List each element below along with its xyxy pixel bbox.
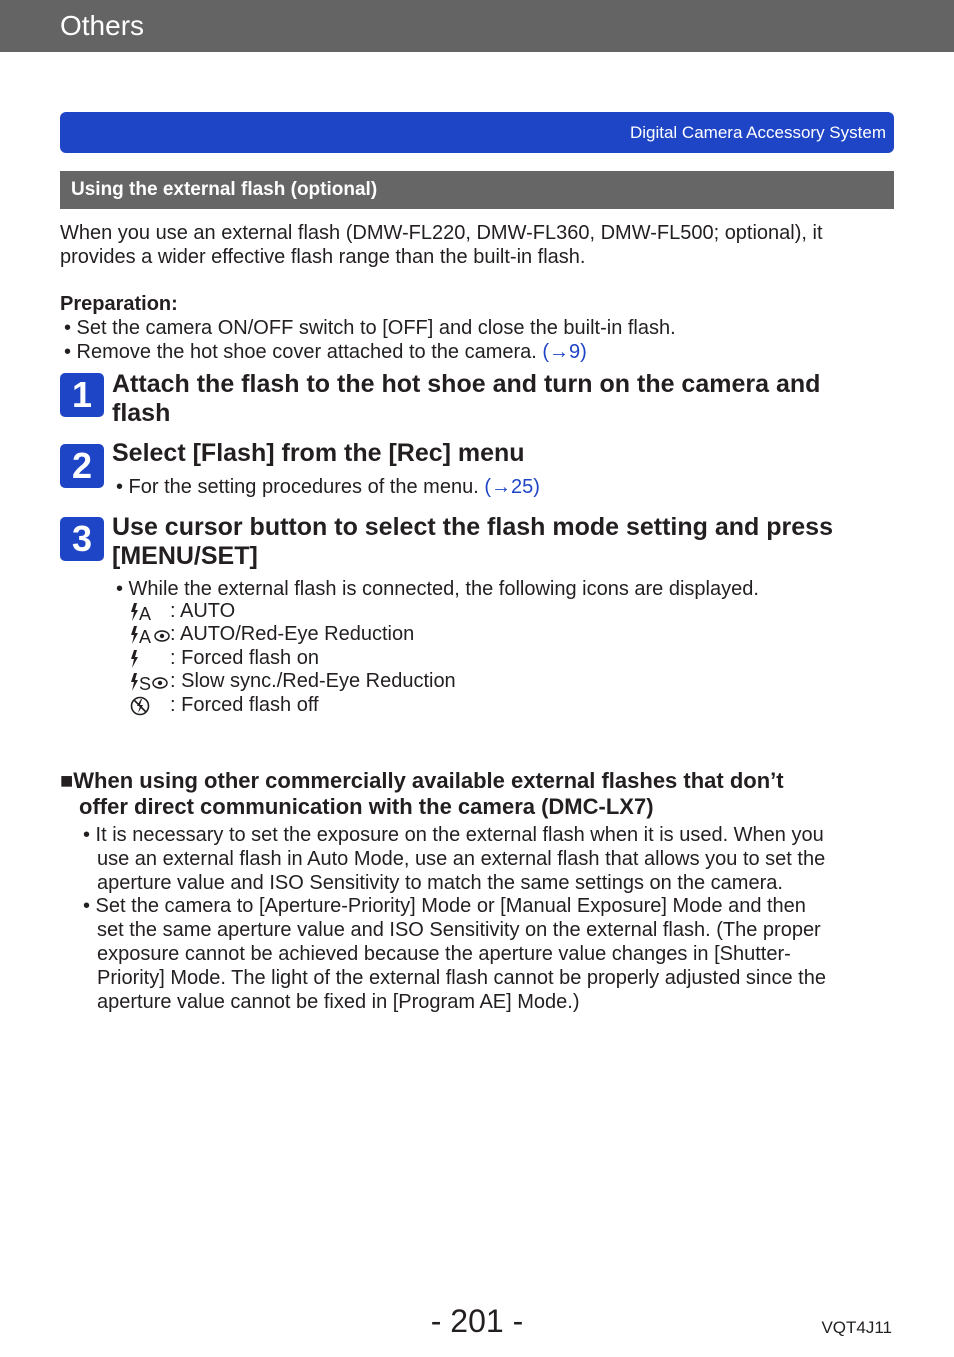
document-code: VQT4J11 (821, 1318, 892, 1337)
other-flashes-heading-line-2: offer direct communication with the camera (DMC-LX7) (79, 794, 654, 819)
svg-text:A: A (139, 627, 152, 645)
subsection-title: Using the external flash (optional) (71, 179, 378, 200)
step-1-title-line-1: Attach the flash to the hot shoe and turn on the camera and (112, 370, 821, 398)
preparation-item-1: • Set the camera ON/OFF switch to [OFF] and close the built-in flash. (64, 317, 676, 339)
other-flashes-bullet-2-line-3: exposure cannot be achieved because the aperture value changes in [Shutter- (97, 943, 791, 965)
preparation-item-2 (64, 340, 587, 364)
flash-forced-off-icon (130, 696, 170, 716)
other-flashes-bullet-2-line-5: aperture value cannot be fixed in [Program AE] Mode.) (97, 991, 580, 1013)
step-2-title: Select [Flash] from the [Rec] menu (112, 439, 525, 467)
step-3-badge: 3 (60, 517, 104, 561)
other-flashes-bullet-1-line-3: aperture value and ISO Sensitivity to match the same settings on the camera. (97, 872, 783, 894)
flash-auto-icon (130, 602, 170, 622)
step-1-badge: 1 (60, 373, 104, 417)
other-flashes-bullet-2-line-2: set the same aperture value and ISO Sensitivity on the external flash. (The proper (97, 919, 821, 941)
flash-slow-sync-red-eye-icon (130, 672, 170, 692)
flash-mode-forced-on-label: : Forced flash on (170, 647, 319, 669)
intro-line-2: provides a wider effective flash range than the built-in flash. (60, 246, 586, 268)
step-3-title-line-2: [MENU/SET] (112, 542, 258, 570)
page-number: - 201 - (430, 1303, 524, 1339)
other-flashes-bullet-1-line-1: • It is necessary to set the exposure on the external flash when it is used. When you (83, 824, 824, 846)
svg-text:A: A (139, 604, 152, 622)
other-flashes-bullet-2-line-1: • Set the camera to [Aperture-Priority] Mode or [Manual Exposure] Mode and then (83, 895, 806, 917)
chapter-title: Others (60, 10, 145, 41)
flash-mode-auto-label: : AUTO (170, 600, 236, 622)
flash-mode-forced-off-label: : Forced flash off (170, 694, 319, 716)
other-flashes-bullet-1-line-2: use an external flash in Auto Mode, use an external flash that allows you to set the (97, 848, 826, 870)
step-1-title-line-2: flash (112, 399, 171, 427)
subsection-bar (60, 171, 894, 209)
header-bar (0, 0, 954, 52)
step-3-note: • While the external flash is connected, the following icons are displayed. (116, 578, 759, 600)
other-flashes-bullet-2-line-4: Priority] Mode. The light of the external flash cannot be properly adjusted since the (97, 967, 826, 989)
section-title: Digital Camera Accessory System (629, 123, 886, 142)
step-2-note (116, 475, 540, 499)
step-2-note-text: • For the setting procedures of the menu. (116, 476, 485, 498)
flash-mode-slow-sync-label: : Slow sync./Red-Eye Reduction (170, 670, 456, 692)
preparation-heading: Preparation: (60, 293, 178, 315)
intro-line-1: When you use an external flash (DMW-FL220, DMW-FL360, DMW-FL500; optional), it (60, 222, 823, 244)
flash-forced-on-icon (130, 649, 170, 669)
flash-auto-red-eye-icon (130, 625, 170, 645)
step-2-badge: 2 (60, 444, 104, 488)
svg-text:S: S (139, 674, 152, 692)
other-flashes-heading-line-1: ■When using other commercially available external flashes that don’t (60, 768, 784, 793)
section-bar (60, 112, 894, 153)
page-ref-link-25[interactable]: (→25) (484, 476, 540, 498)
page-ref-link-9[interactable]: (→9) (542, 341, 587, 363)
preparation-item-2-text: • Remove the hot shoe cover attached to the camera. (64, 341, 543, 363)
step-3-title-line-1: Use cursor button to select the flash mode setting and press (112, 513, 833, 541)
flash-mode-auto-red-eye-label: : AUTO/Red-Eye Reduction (170, 623, 415, 645)
